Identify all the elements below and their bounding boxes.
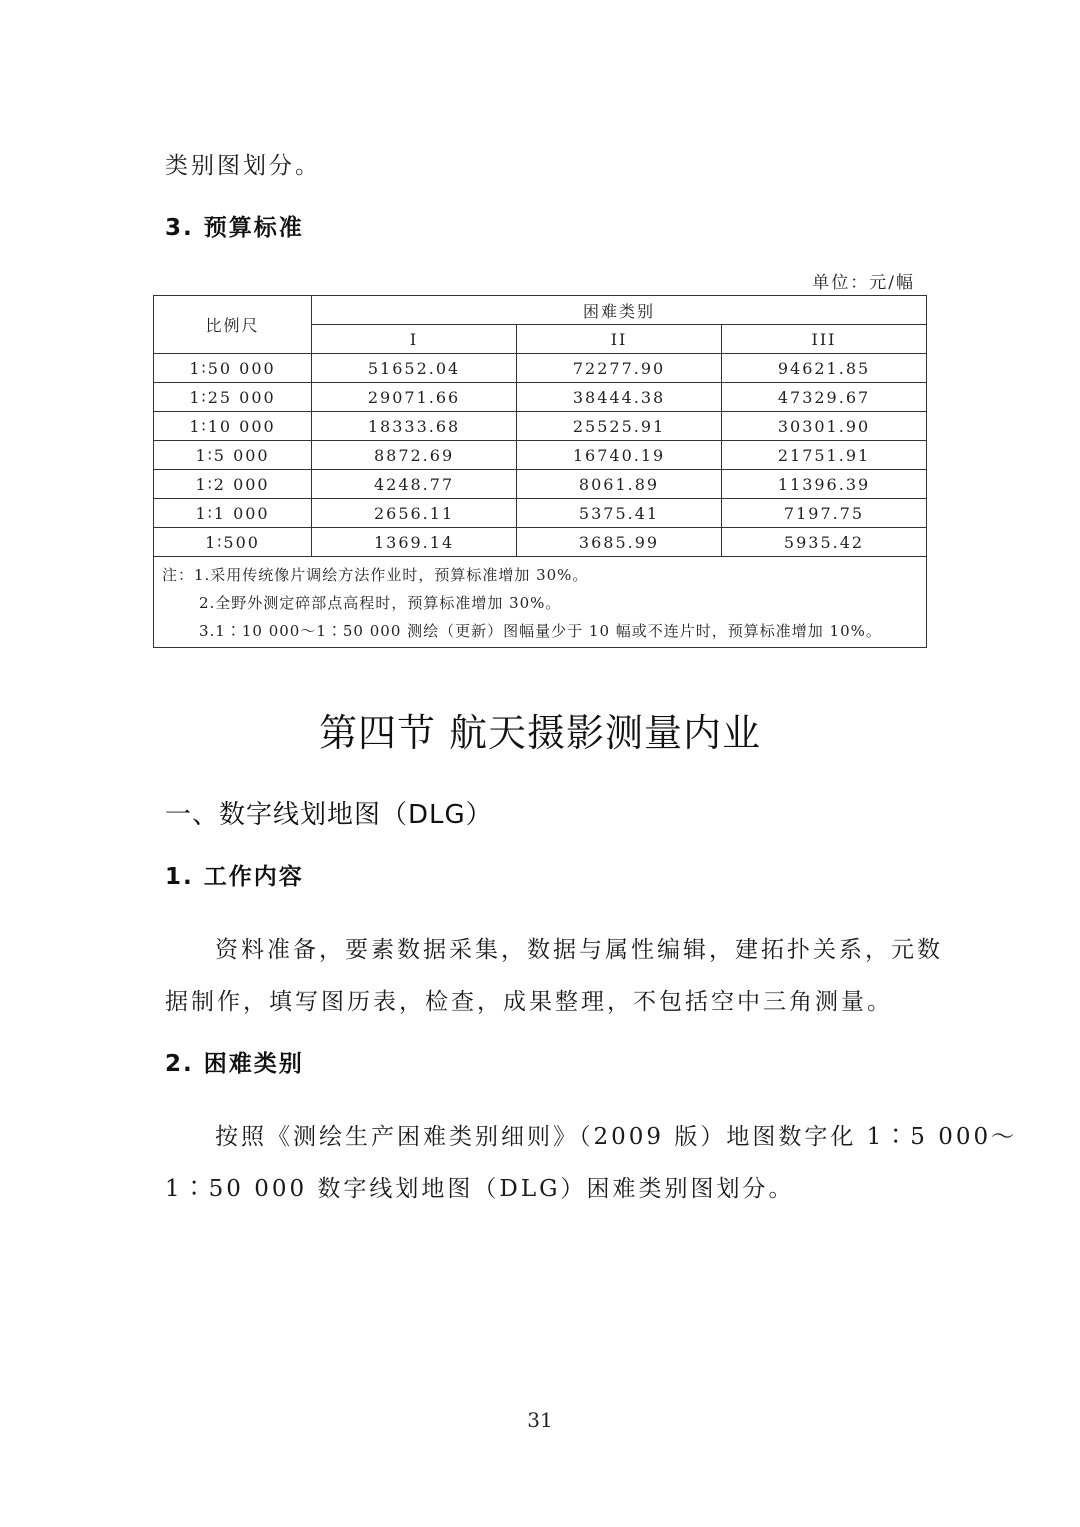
value-cell: 5375.41	[517, 499, 722, 528]
table-unit-label: 单位：元/幅	[812, 273, 915, 293]
value-cell: 38444.38	[517, 383, 722, 412]
table-row	[154, 354, 927, 383]
value-cell: 29071.66	[312, 383, 517, 412]
table-notes-row	[154, 557, 927, 648]
table-header-row	[154, 296, 927, 325]
scale-cell: 1∶5 000	[154, 441, 312, 470]
table-row	[154, 470, 927, 499]
difficulty-heading: 2. 困难类别	[165, 1051, 304, 1077]
subsection-title: 一、数字线划地图（DLG）	[165, 800, 493, 830]
value-cell: 8061.89	[517, 470, 722, 499]
value-cell: 16740.19	[517, 441, 722, 470]
table-note-2: 2.全野外测定碎部点高程时，预算标准增加 30%。	[199, 594, 562, 612]
chapter-title: 第四节 航天摄影测量内业	[318, 711, 762, 755]
value-cell: 3685.99	[517, 528, 722, 557]
value-cell: 30301.90	[722, 412, 927, 441]
header-class-3: III	[722, 325, 927, 354]
value-cell: 5935.42	[722, 528, 927, 557]
table-row	[154, 412, 927, 441]
header-class-1: I	[312, 325, 517, 354]
scale-cell: 1∶1 000	[154, 499, 312, 528]
scale-cell: 1∶50 000	[154, 354, 312, 383]
value-cell: 47329.67	[722, 383, 927, 412]
table-row	[154, 528, 927, 557]
value-cell: 21751.91	[722, 441, 927, 470]
work-content-heading: 1. 工作内容	[165, 864, 304, 890]
work-content-line-2: 据制作，填写图历表，检查，成果整理，不包括空中三角测量。	[165, 989, 893, 1015]
scale-cell: 1∶25 000	[154, 383, 312, 412]
value-cell: 7197.75	[722, 499, 927, 528]
table-note-1: 注：1.采用传统像片调绘方法作业时，预算标准增加 30%。	[162, 566, 589, 584]
table-row	[154, 441, 927, 470]
section-heading-budget: 3. 预算标准	[165, 215, 304, 241]
intro-continuation-text: 类别图划分。	[165, 153, 321, 179]
table-row	[154, 383, 927, 412]
scale-cell: 1∶10 000	[154, 412, 312, 441]
header-difficulty: 困难类别	[312, 296, 927, 325]
table-row	[154, 499, 927, 528]
work-content-line-1: 资料准备，要素数据采集，数据与属性编辑，建拓扑关系，元数	[215, 937, 943, 963]
value-cell: 8872.69	[312, 441, 517, 470]
value-cell: 1369.14	[312, 528, 517, 557]
value-cell: 72277.90	[517, 354, 722, 383]
scale-cell: 1∶500	[154, 528, 312, 557]
value-cell: 11396.39	[722, 470, 927, 499]
scale-cell: 1∶2 000	[154, 470, 312, 499]
difficulty-line-2: 1∶50 000 数字线划地图（DLG）困难类别图划分。	[165, 1176, 795, 1202]
value-cell: 4248.77	[312, 470, 517, 499]
value-cell: 25525.91	[517, 412, 722, 441]
table-notes	[154, 557, 927, 648]
table-note-3: 3.1∶10 000～1∶50 000 测绘（更新）图幅量少于 10 幅或不连片时，预算标准增加 10%。	[199, 622, 882, 640]
difficulty-line-1: 按照《测绘生产困难类别细则》（2009 版）地图数字化 1∶5 000～	[215, 1124, 1018, 1150]
header-scale: 比例尺	[154, 296, 312, 354]
value-cell: 18333.68	[312, 412, 517, 441]
value-cell: 94621.85	[722, 354, 927, 383]
budget-table	[153, 295, 927, 648]
header-class-2: II	[517, 325, 722, 354]
value-cell: 51652.04	[312, 354, 517, 383]
value-cell: 2656.11	[312, 499, 517, 528]
page-number: 31	[527, 1408, 553, 1432]
